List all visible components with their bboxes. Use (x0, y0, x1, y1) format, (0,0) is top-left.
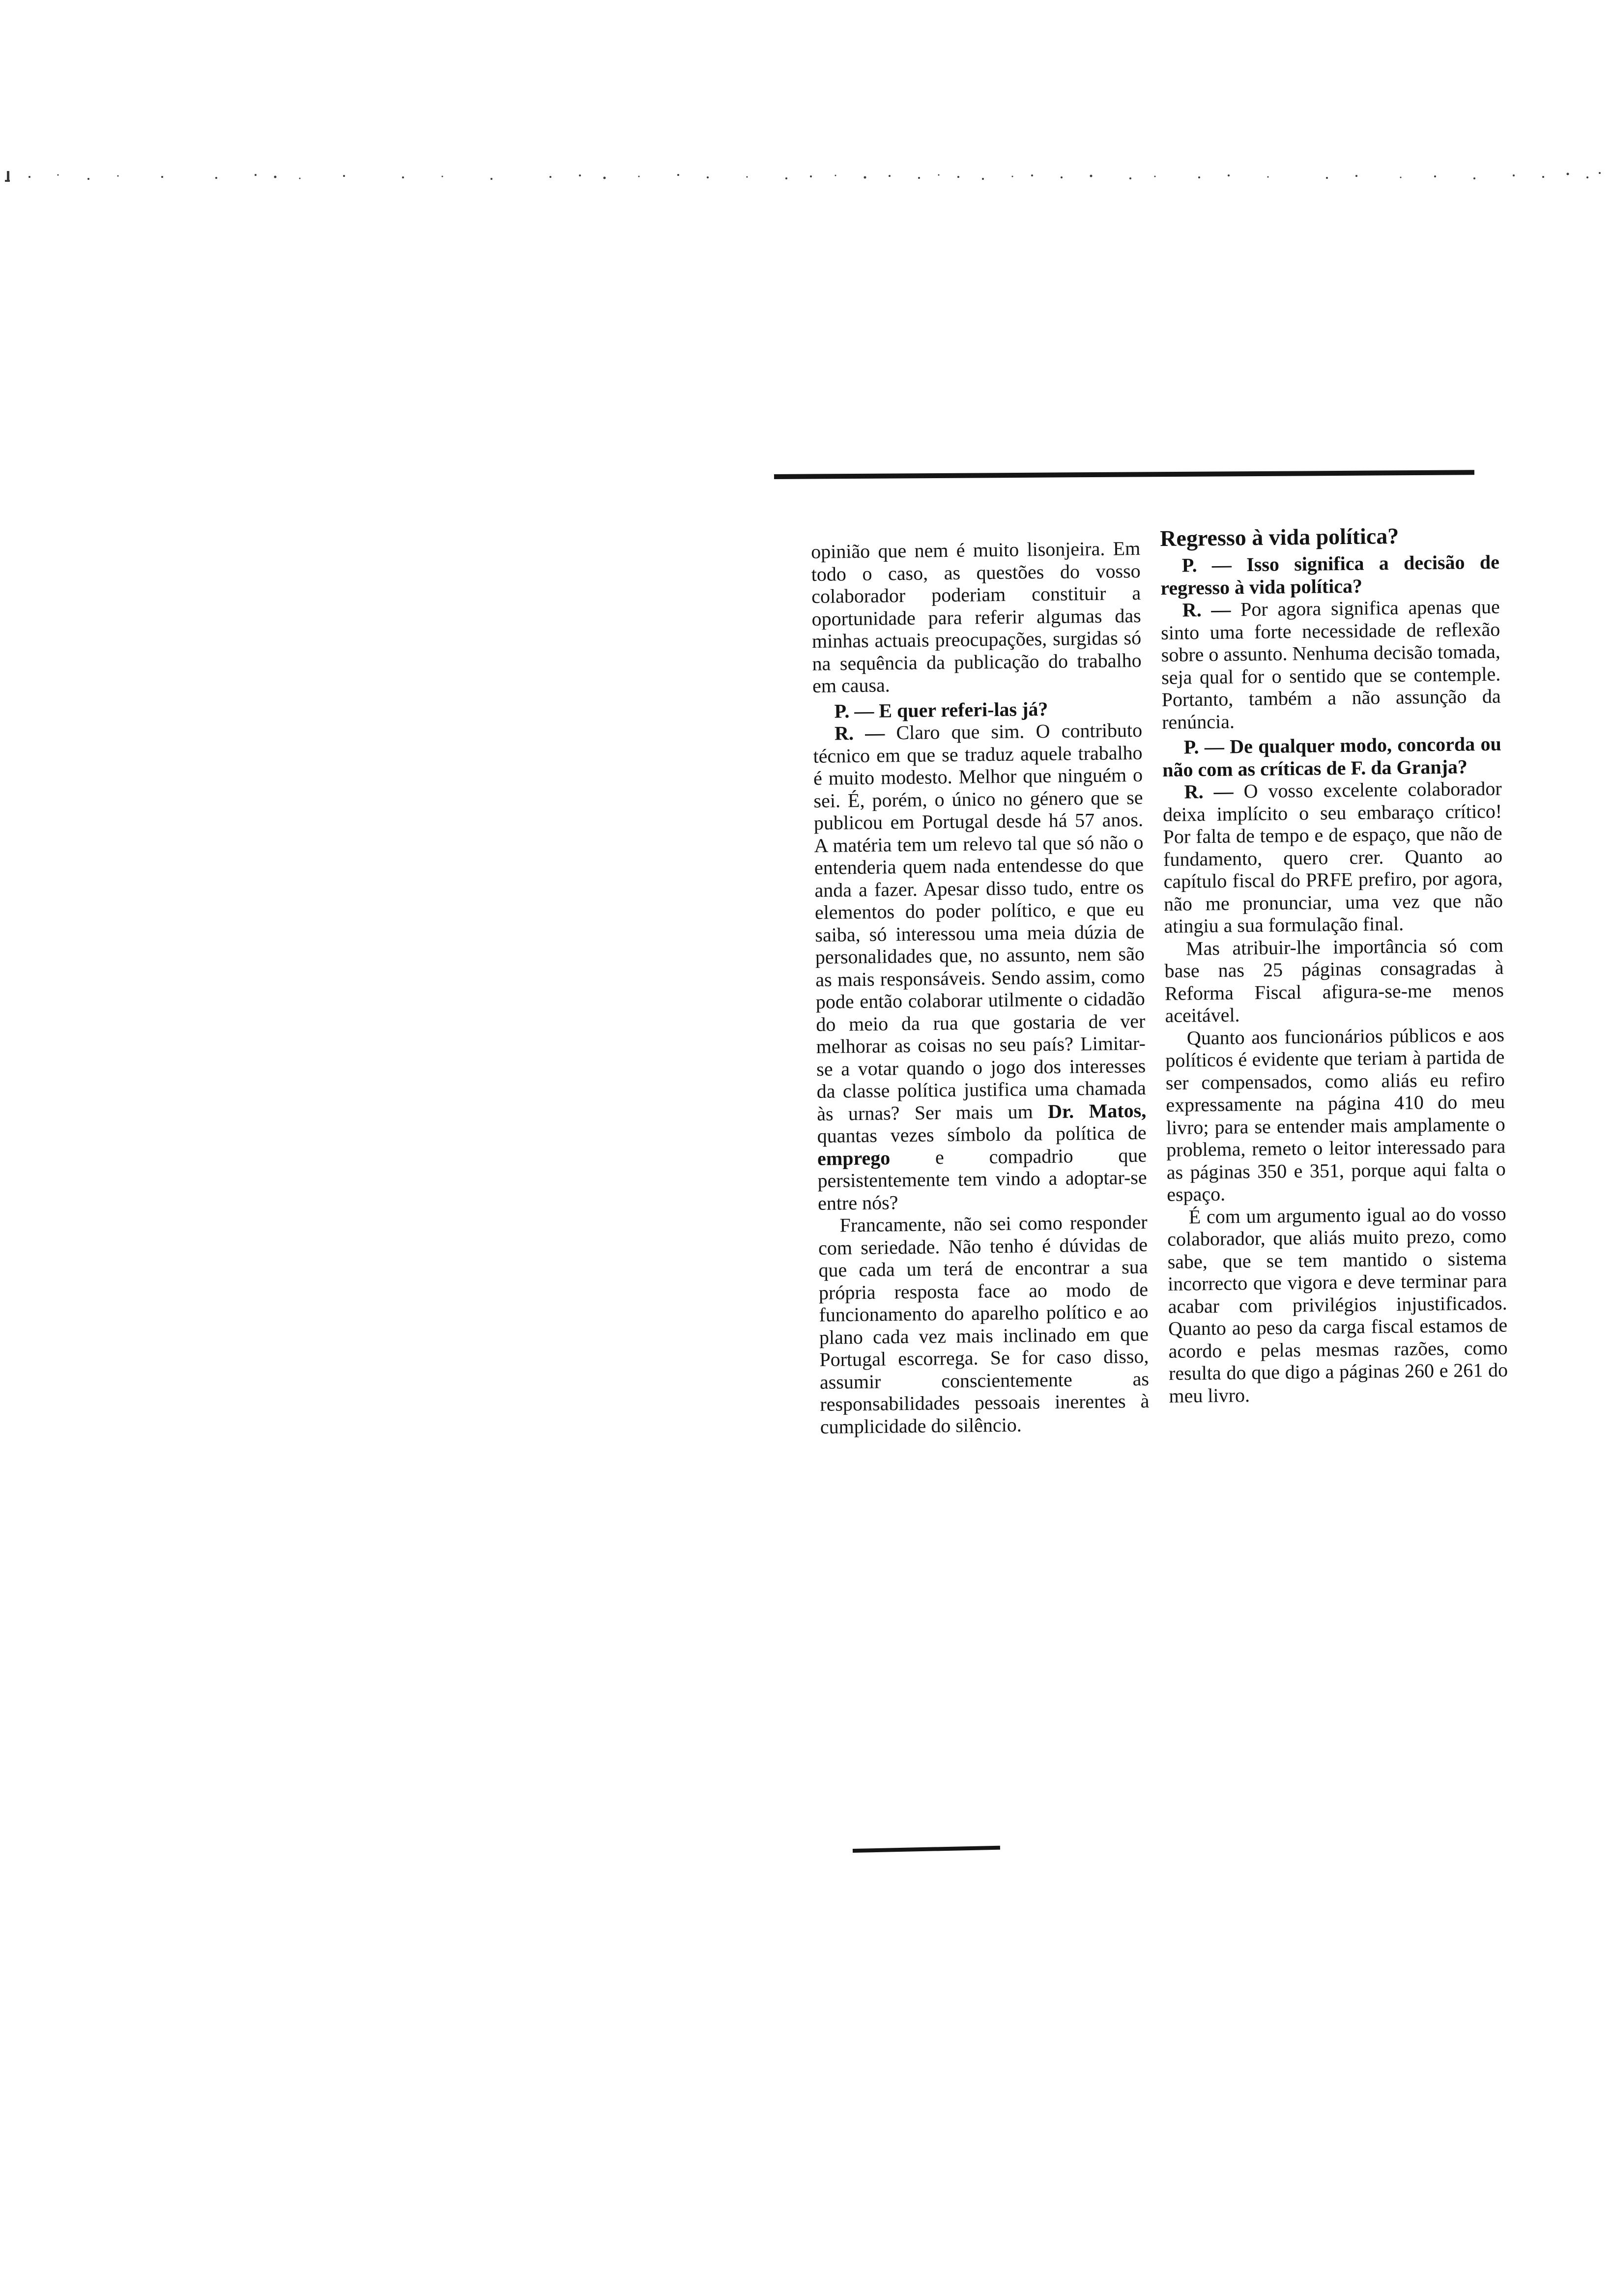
bottom-rule (853, 1846, 1000, 1853)
question-label: P. — (1183, 735, 1225, 758)
question-2 (1160, 551, 1500, 599)
right-column (1160, 522, 1508, 1407)
question-label: P. — (1181, 553, 1232, 576)
opening-paragraph: opinião que nem é muito lisonjeira. Em todo o caso, as questões do vosso colaborador poderiam constituir a oportunidade para referir algumas das minhas actuais preocupações, surgidas só na sequência da publicação do trabalho em causa. (811, 537, 1142, 697)
answer-2 (1161, 596, 1501, 733)
question-text: De qualquer modo, concorda ou não com as críticas de F. da Granja? (1162, 732, 1501, 781)
answer-label: R. — (834, 721, 885, 745)
question-label: P. — (834, 699, 874, 722)
answer-text-part-2: quantas vezes símbolo da política de (817, 1121, 1147, 1147)
answer-label: R. — (1184, 780, 1234, 803)
question-3 (1162, 733, 1501, 781)
top-rule (774, 470, 1474, 479)
body-paragraph: Quanto aos funcionários públicos e aos políticos é evidente que teriam à partida de ser compensados, como aliás eu refiro expressamente na página 410 do meu livro; para se entender mais amplamente o problema, remeto o leitor interessado para as páginas 350 e 351, porque aqui falta o espaço. (1165, 1023, 1506, 1205)
answer-1 (813, 719, 1147, 1214)
answer-label: R. — (1182, 598, 1231, 621)
answer-text-part-1: Claro que sim. O contributo técnico em que se traduz aquele trabalho é muito modesto. Melhor que ninguém o sei. É, porém, o único no género que se publicou em Portugal desde há 57 anos. A matéria tem um relevo tal que só não o entenderia quem nada entendesse do que anda a fazer. Apesar disso tudo, entre os elementos do poder político, e que eu saiba, só interessou uma meia dúzia de personalidades que, no assunto, nem são as mais responsáveis. Sendo assim, como pode então colaborar utilmente o cidadão do meio da rua que gostaria de ver melhorar as coisas no seu país? Limitar-se a votar quando o jogo dos interesses da classe política justifica uma chamada às urnas? Ser mais um (813, 718, 1146, 1125)
question-1 (812, 696, 1142, 722)
question-text: Isso significa a decisão de regresso à vida política? (1160, 550, 1500, 599)
section-heading: Regresso à vida política? (1160, 523, 1399, 551)
closing-paragraph: Francamente, não sei como responder com seriedade. Não tenho é dúvidas de que cada um terá de encontrar a sua própria resposta face ao modo de funcionamento do aparelho político e ao plano cada vez mais inclinado em que Portugal escorrega. Se for caso disso, assumir conscientemente as responsabilidades pessoais inerentes à cumplicidade do silêncio. (818, 1210, 1150, 1438)
answer-3 (1162, 777, 1503, 938)
question-text: E quer referi-las já? (879, 697, 1048, 722)
answer-text: O vosso excelente colaborador deixa implícito o seu embaraço crítico! Por falta de tempo e de espaço, que não de fundamento, quero crer. Quanto ao capítulo fiscal do PRFE prefiro, por agora, não me pronunciar, uma vez que não atingiu a sua formulação final. (1162, 777, 1503, 937)
body-paragraph: Mas atribuir-lhe importância só com base nas 25 páginas consagradas à Reforma Fiscal afigura-se-me menos aceitável. (1164, 934, 1504, 1027)
left-column (811, 537, 1150, 1438)
body-paragraph: É com um argumento igual ao do vosso colaborador, que aliás muito prezo, como sabe, que se tem mantido o sistema incorrecto que vigora e deve terminar para acabar com privilégios injustificados. Quanto ao peso da carga fiscal estamos de acordo e pelas mesmas razões, como resulta do que digo a páginas 260 e 261 do meu livro. (1167, 1202, 1508, 1407)
answer-text-part-3: e compadrio que persistentemente tem vindo a adoptar-se entre nós? (817, 1144, 1147, 1214)
bold-name: Dr. Matos, (1047, 1099, 1147, 1122)
scan-noise-band (0, 162, 1612, 192)
bold-word: emprego (817, 1146, 891, 1170)
answer-text: Por agora significa apenas que sinto uma forte necessidade de reflexão sobre o assunto. Nenhuma decisão tomada, seja qual for o sentido que se contemple. Portanto, também a não assunção da renúncia. (1161, 595, 1501, 733)
